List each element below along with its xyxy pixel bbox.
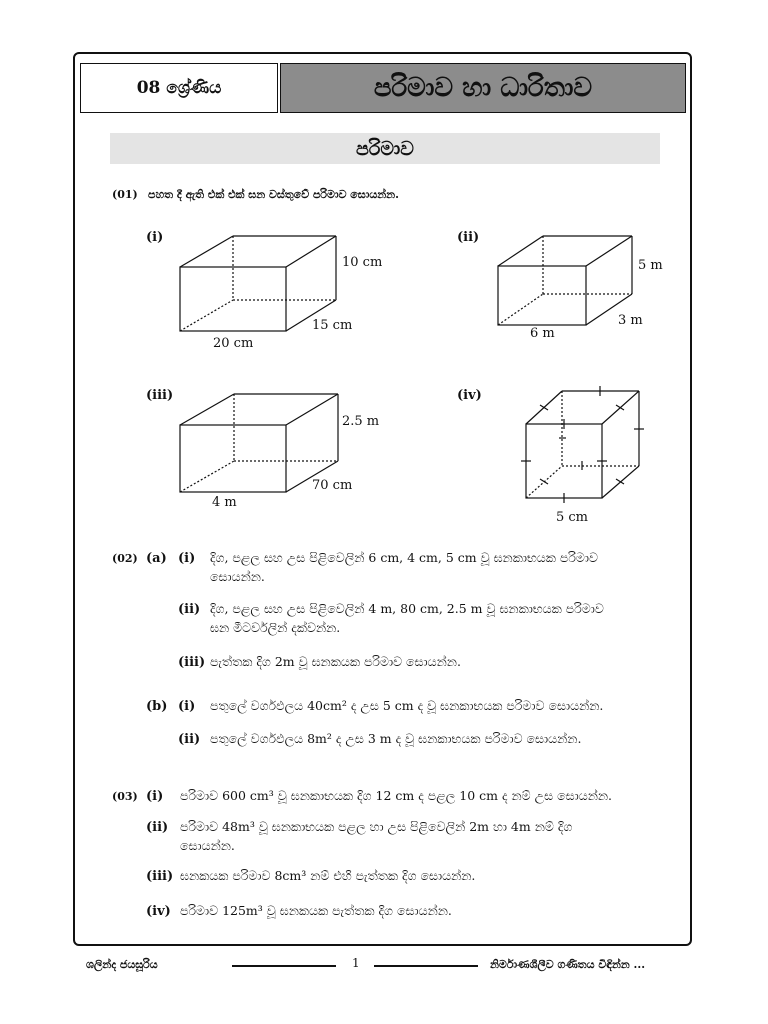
grade-label: 08 ශ්‍රේණිය <box>80 63 278 113</box>
q3-iv-line1: පරිමාව 125m³ වූ ඝනකයක පැත්තක දිග සොයන්න. <box>180 903 452 918</box>
figure-2-length: 6 m <box>530 326 555 341</box>
figure-3-height: 2.5 m <box>342 414 380 429</box>
q3-number: (03) <box>112 790 138 803</box>
q2a-ii-label: (ii) <box>178 602 201 617</box>
section-title: පරිමාව <box>110 133 660 164</box>
footer-author: ශලින්ද ජයසූරිය <box>86 958 158 971</box>
q2b-ii-label: (ii) <box>178 732 201 747</box>
figure-3-label: (iii) <box>146 388 174 403</box>
q2a-iii-label: (iii) <box>178 655 206 670</box>
figure-4-side: 5 cm <box>556 510 589 525</box>
q3-ii-label: (ii) <box>146 820 169 835</box>
figure-2-height: 5 m <box>638 258 663 273</box>
q2a-i-line2: සොයන්න. <box>210 569 265 584</box>
q2b-i-line1: පතුලේ වර්ගඵලය 40cm² ද උස 5 cm ද වූ ඝනකාභයක පරිමාව සොයන්න. <box>210 698 604 713</box>
q2a-ii-line1: දිග, පළල සහ උස පිළිවෙලින් 4 m, 80 cm, 2.5 m වූ ඝනකාභයක පරිමාව <box>210 601 604 616</box>
figure-1-length: 20 cm <box>213 336 254 351</box>
q3-i-line1: පරිමාව 600 cm³ වූ ඝනකාභයක දිග 12 cm ද පළල 10 cm ද නම් උස සොයන්න. <box>180 788 612 803</box>
q2-number: (02) <box>112 552 138 565</box>
q3-iii-line1: ඝනකයක පරිමාව 8cm³ නම් එහි පැත්තක දිග සොයන්න. <box>180 868 476 883</box>
cuboid-figure-2 <box>498 236 632 325</box>
figure-2-depth: 3 m <box>618 313 643 328</box>
q1-number: (01) <box>112 188 138 201</box>
q2b-i-label: (i) <box>178 699 196 714</box>
q2a-i-label: (i) <box>178 551 196 566</box>
q3-i-label: (i) <box>146 789 164 804</box>
figure-1-height: 10 cm <box>342 255 383 270</box>
page-number: 1 <box>352 956 360 970</box>
q1-text: පහත දී ඇති එක් එක් ඝන වස්තුවේ පරිමාව සොයන්න. <box>148 188 399 201</box>
figure-1-depth: 15 cm <box>312 318 353 333</box>
footer-series: නිර්මාණශීලීව ගණිතය විඳින්න ... <box>490 958 646 971</box>
q2a-label: (a) <box>146 551 167 566</box>
footer-rule-right <box>374 965 478 967</box>
figure-4-label: (iv) <box>457 388 482 403</box>
q3-iv-label: (iv) <box>146 904 171 919</box>
cube-figure-4 <box>521 386 644 503</box>
q3-ii-line1: පරිමාව 48m³ වූ ඝනකාභයක පළල හා උස පිළිවෙලින් 2m හා 4m නම් දිග <box>180 819 573 834</box>
q2a-i-line1: දිග, පළල සහ උස පිළිවෙලින් 6 cm, 4 cm, 5 cm වූ ඝනකාභයක පරිමාව <box>210 550 599 565</box>
q3-iii-label: (iii) <box>146 869 174 884</box>
figure-1-label: (i) <box>146 230 164 245</box>
figure-3-length: 4 m <box>212 495 237 510</box>
q3-ii-line2: සොයන්න. <box>180 838 235 853</box>
q2b-label: (b) <box>146 699 168 714</box>
footer-rule-left <box>232 965 336 967</box>
page-title: පරිමාව හා ධාරිතාව <box>280 63 686 113</box>
figure-3-depth: 70 cm <box>312 478 353 493</box>
figure-2-label: (ii) <box>457 230 480 245</box>
q2a-iii-line1: පැත්තක දිග 2m වූ ඝනකයක පරිමාව සොයන්න. <box>210 654 461 669</box>
q2b-ii-line1: පතුලේ වර්ගඵලය 8m² ද උස 3 m ද වූ ඝනකාභයක පරිමාව සොයන්න. <box>210 731 582 746</box>
q2a-ii-line2: ඝන මීටර්වලින් දක්වන්න. <box>210 620 341 635</box>
cuboid-figure-1 <box>180 236 336 331</box>
